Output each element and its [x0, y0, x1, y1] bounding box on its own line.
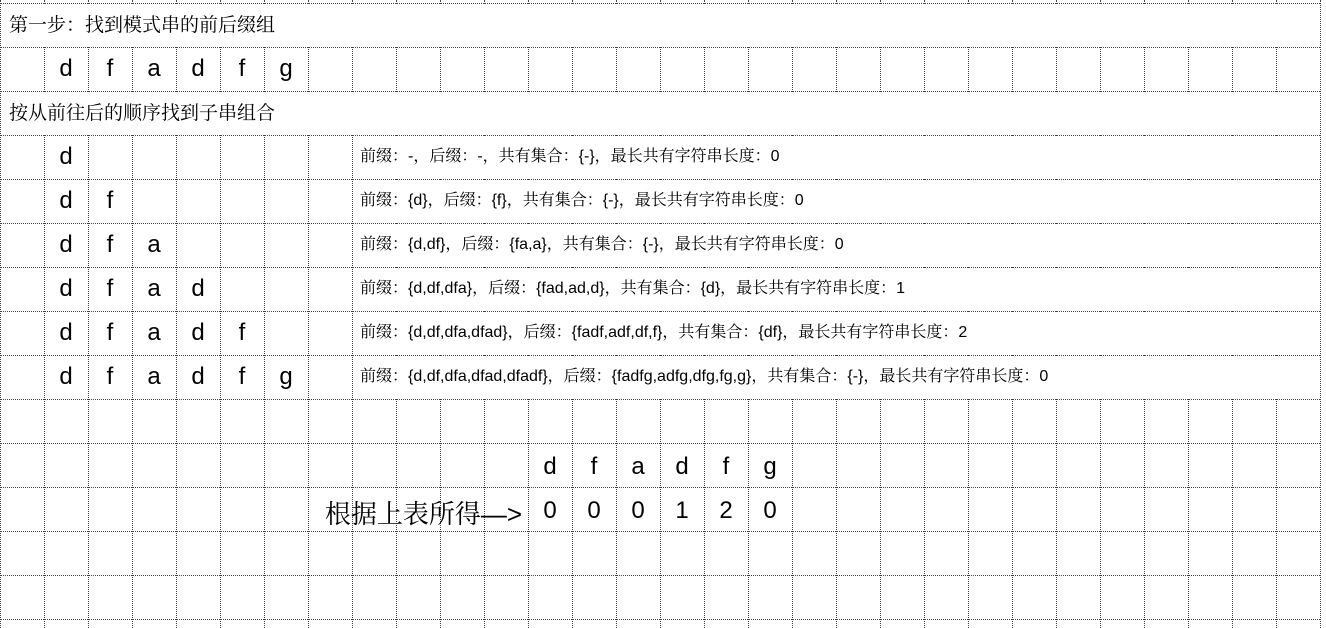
substring-letter: a	[147, 231, 161, 258]
result-label: 根据上表所得—>	[324, 499, 522, 529]
row-description: 前缀：-，后缀：-，共有集合：{-}，最长共有字符串长度：0	[360, 148, 780, 165]
substring-letter: g	[279, 363, 293, 390]
result-letter: d	[675, 453, 689, 480]
substring-letter: a	[147, 319, 161, 346]
order-heading: 按从前往后的顺序找到子串组合	[9, 103, 276, 124]
grid-hline	[0, 443, 1320, 444]
step1-heading: 第一步：找到模式串的前后缀组	[9, 15, 276, 36]
substring-letter: f	[106, 319, 114, 346]
row-description: 前缀：{d}，后缀：{f}，共有集合：{-}，最长共有字符串长度：0	[360, 192, 804, 209]
substring-letter: f	[106, 275, 114, 302]
row-description: 前缀：{d,df,dfa}，后缀：{fad,ad,d}，共有集合：{d}，最长共有字符串长度：1	[360, 280, 906, 297]
result-letter: f	[722, 453, 730, 480]
substring-letter: f	[238, 363, 246, 390]
grid-hline	[0, 619, 1320, 620]
row-description: 前缀：{d,df,dfa,dfad,dfadf}，后缀：{fadfg,adfg,dfg,fg,g}，共有集合：{-}，最长共有字符串长度：0	[360, 368, 1049, 385]
substring-letter: d	[59, 319, 73, 346]
pattern-letter: f	[238, 55, 246, 82]
grid-vline	[1320, 0, 1321, 628]
result-value: 0	[587, 497, 601, 524]
substring-letter: d	[191, 363, 205, 390]
substring-letter: d	[191, 319, 205, 346]
substring-letter: d	[191, 275, 205, 302]
grid-hline	[0, 487, 1320, 488]
result-value: 1	[675, 497, 689, 524]
result-letter: d	[543, 453, 557, 480]
substring-letter: d	[59, 363, 73, 390]
pattern-letter: d	[191, 55, 205, 82]
pattern-letter: a	[147, 55, 161, 82]
pattern-letter: f	[106, 55, 114, 82]
result-letter: g	[763, 453, 777, 480]
result-value: 2	[719, 497, 733, 524]
substring-letter: d	[59, 275, 73, 302]
grid-hline	[0, 399, 1320, 400]
substring-letter: f	[238, 319, 246, 346]
pattern-letter: g	[279, 55, 293, 82]
result-value: 0	[763, 497, 777, 524]
result-value: 0	[543, 497, 557, 524]
row-description: 前缀：{d,df}，后缀：{fa,a}，共有集合：{-}，最长共有字符串长度：0	[360, 236, 844, 253]
substring-letter: f	[106, 187, 114, 214]
substring-letter: d	[59, 143, 73, 170]
pattern-letter: d	[59, 55, 73, 82]
result-letter: a	[631, 453, 645, 480]
result-value: 0	[631, 497, 645, 524]
substring-letter: f	[106, 363, 114, 390]
grid-hline	[0, 531, 1320, 532]
substring-letter: a	[147, 275, 161, 302]
substring-letter: d	[59, 187, 73, 214]
substring-letter: f	[106, 231, 114, 258]
grid-hline	[0, 47, 1320, 48]
row-description: 前缀：{d,df,dfa,dfad}，后缀：{fadf,adf,df,f}，共有集合：{df}，最长共有字符串长度：2	[360, 324, 968, 341]
substring-letter: d	[59, 231, 73, 258]
result-letter: f	[590, 453, 598, 480]
grid-hline	[0, 575, 1320, 576]
substring-letter: a	[147, 363, 161, 390]
